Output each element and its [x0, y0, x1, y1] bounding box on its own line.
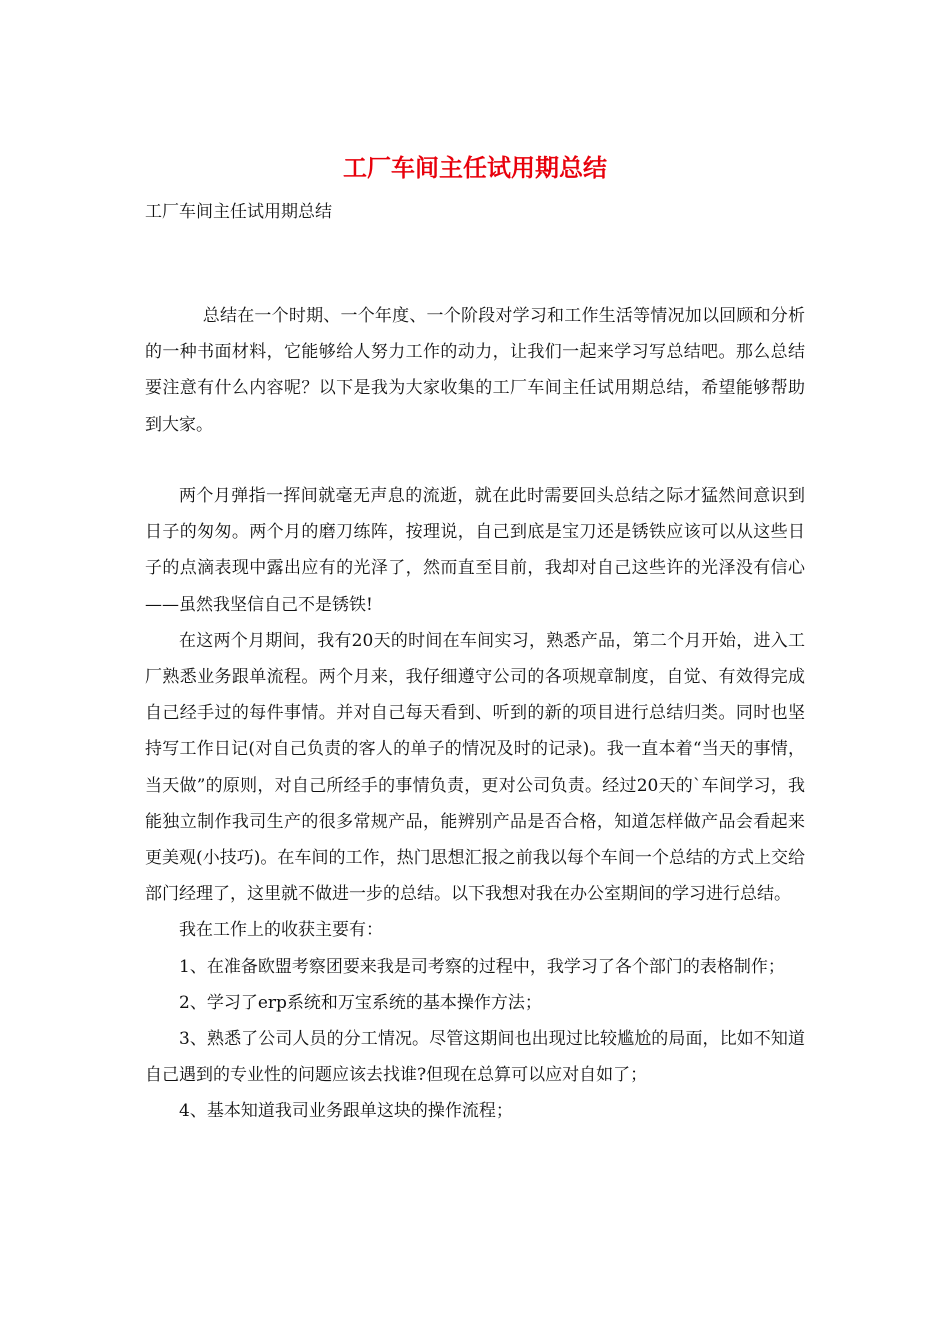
body-paragraph-6: 3、熟悉了公司人员的分工情况。尽管这期间也出现过比较尴尬的局面，比如不知道自己遇到的专业性的问题应该去找谁?但现在总算可以应对自如了；: [145, 1029, 805, 1086]
main-body: [145, 478, 805, 1130]
body-paragraph-7: 4、基本知道我司业务跟单这块的操作流程；: [179, 1101, 513, 1122]
intro-paragraph: 总结在一个时期、一个年度、一个阶段对学习和工作生活等情况加以回顾和分析的一种书面材料，它能够给人努力工作的动力，让我们一起来学习写总结吧。那么总结要注意有什么内容呢？以下是我为大家收集的工厂车间主任试用期总结，希望能够帮助到大家。: [145, 306, 805, 435]
body-paragraph-2: 在这两个月期间，我有20天的时间在车间实习，熟悉产品，第二个月开始，进入工厂熟悉业务跟单流程。两个月来，我仔细遵守公司的各项规章制度，自觉、有效得完成自己经手过的每件事情。并对自己每天看到、听到的新的项目进行总结归类。同时也坚持写工作日记(对自己负责的客人的单子的情况及时的记录)。我一直本着“当天的事情，当天做”的原则，对自己所经手的事情负责，更对公司负责。经过20天的`车间学习，我能独立制作我司生产的很多常规产品，能辨别产品是否合格，知道怎样做产品会看起来更美观(小技巧)。在车间的工作，热门思想汇报之前我以每个车间一个总结的方式上交给部门经理了，这里就不做进一步的总结。以下我想对我在办公室期间的学习进行总结。: [145, 630, 805, 905]
body-paragraph-5: 2、学习了erp系统和万宝系统的基本操作方法；: [179, 992, 542, 1013]
body-paragraph-1: 两个月弹指一挥间就毫无声息的流逝，就在此时需要回头总结之际才猛然间意识到日子的匆匆。两个月的磨刀练阵，按理说，自己到底是宝刀还是锈铁应该可以从这些日子的点滴表现中露出应有的光泽了，然而直至目前，我却对自己这些许的光泽没有信心——虽然我坚信自己不是锈铁!: [145, 486, 805, 615]
intro-section: [145, 298, 805, 443]
body-paragraph-4: 1、在准备欧盟考察团要来我是司考察的过程中，我学习了各个部门的表格制作；: [179, 956, 785, 977]
body-paragraph-3: 我在工作上的收获主要有：: [179, 920, 383, 941]
document-title: 工厂车间主任试用期总结: [343, 153, 607, 182]
document-subtitle: 工厂车间主任试用期总结: [145, 202, 332, 222]
